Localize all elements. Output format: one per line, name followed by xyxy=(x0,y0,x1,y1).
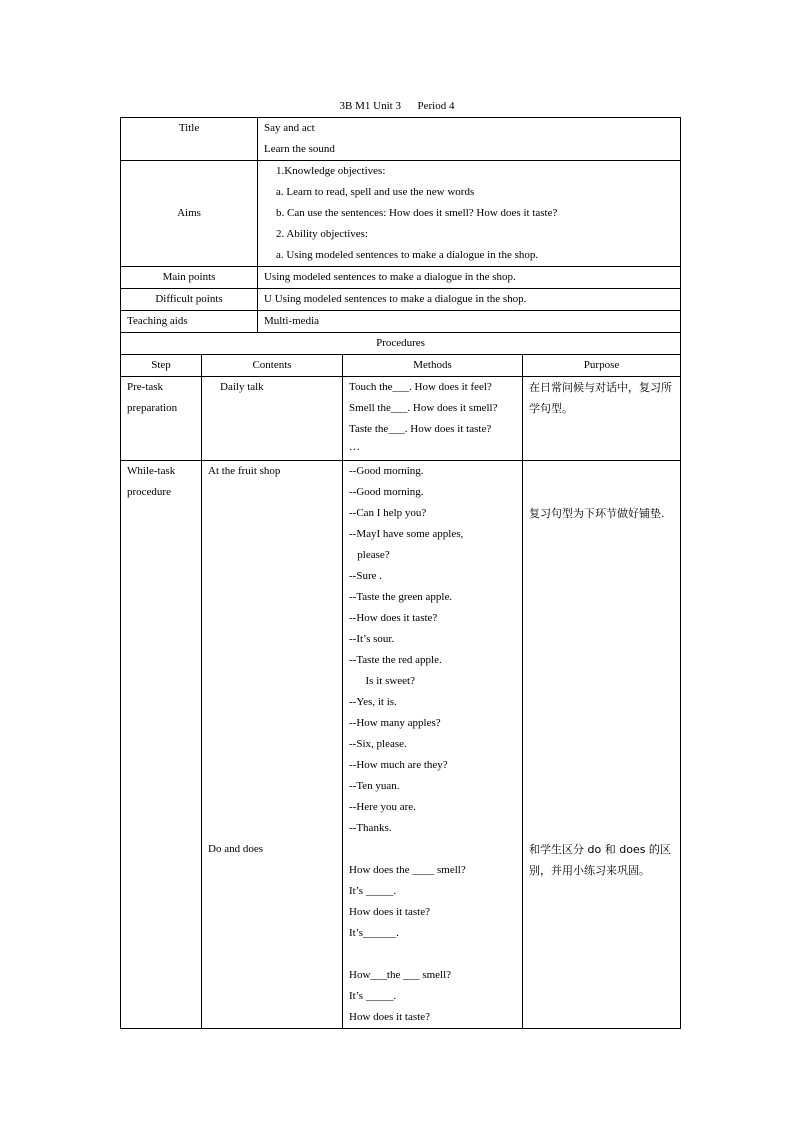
pretask-methods-cell: Touch the___. How does it feel? Smell the___. How does it smell? Taste the___. How does it taste? … xyxy=(343,377,523,461)
whiletask-contents-cell xyxy=(202,461,343,1029)
column-header-step: Step xyxy=(121,355,202,377)
teaching-aids-row xyxy=(121,311,681,333)
column-header-purpose: Purpose xyxy=(523,355,681,377)
whiletask-step-cell: While-task procedure xyxy=(121,461,202,1029)
pretask-row xyxy=(121,377,681,461)
procedures-header: Procedures xyxy=(121,333,681,355)
main-points-row xyxy=(121,267,681,289)
difficult-points-row xyxy=(121,289,681,311)
purpose-do-does: 和学生区分 do 和 does 的区别，并用小练习来巩固。 xyxy=(529,843,671,877)
aims-line-4: 2. Ability objectives: xyxy=(276,228,368,240)
column-header-contents: Contents xyxy=(202,355,343,377)
contents-do-and-does: Do and does xyxy=(208,843,263,855)
column-header-row xyxy=(121,355,681,377)
aims-line-3: b. Can use the sentences: How does it smell? How does it taste? xyxy=(276,207,558,219)
column-header-methods: Methods xyxy=(343,355,523,377)
difficult-points-label: Difficult points xyxy=(121,289,258,311)
aims-label-cell: Aims xyxy=(121,161,258,267)
document-title: 3B M1 Unit 3 Period 4 xyxy=(339,100,455,112)
pretask-step-cell: Pre-task preparation xyxy=(121,377,202,461)
purpose-review: 复习句型为下环节做好铺垫. xyxy=(529,507,665,520)
pretask-purpose-cell: 在日常问候与对话中，复习所学句型。 xyxy=(523,377,681,461)
pretask-contents-cell: Daily talk xyxy=(202,377,343,461)
main-points-value: Using modeled sentences to make a dialogue in the shop. xyxy=(258,267,681,289)
whiletask-methods-cell: --Good morning. --Good morning. --Can I help you? --MayI have some apples, please? --Sure . --Taste the green apple. --How does it taste? --It’s sour. --Taste the red apple. Is it sweet? --Yes, it is. --How many apples? --Six, please. --How much are they? --Ten yuan. --Here you are. --Thanks. How does the ____ smell? It’s _____. How does it taste? It’s______. How___the ___ smell? It’s _____. How does it taste? xyxy=(343,461,523,1029)
teaching-aids-label: Teaching aids xyxy=(121,311,258,333)
title-line-2: Learn the sound xyxy=(264,143,335,155)
aims-row xyxy=(121,161,681,267)
title-row xyxy=(121,118,681,161)
difficult-points-value: U Using modeled sentences to make a dialogue in the shop. xyxy=(258,289,681,311)
whiletask-row xyxy=(121,461,681,1029)
aims-line-1: 1.Knowledge objectives: xyxy=(276,165,386,177)
title-value-cell xyxy=(258,118,681,161)
procedures-header-row xyxy=(121,333,681,355)
teaching-aids-value: Multi-media xyxy=(258,311,681,333)
lesson-plan-table xyxy=(120,117,681,1029)
main-points-label: Main points xyxy=(121,267,258,289)
title-line-1: Say and act xyxy=(264,122,315,134)
contents-fruit-shop: At the fruit shop xyxy=(208,465,281,477)
aims-value-cell xyxy=(258,161,681,267)
aims-line-5: a. Using modeled sentences to make a dialogue in the shop. xyxy=(276,249,539,261)
whiletask-purpose-cell xyxy=(523,461,681,1029)
title-label-cell: Title xyxy=(121,118,258,161)
aims-line-2: a. Learn to read, spell and use the new words xyxy=(276,186,475,198)
